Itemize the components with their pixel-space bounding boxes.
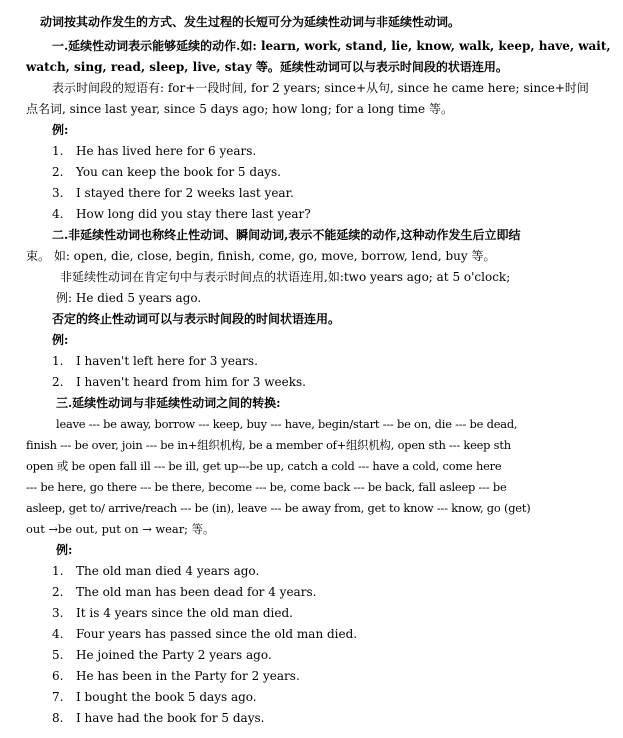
example-text: It is 4 years since the old man died. <box>76 606 293 620</box>
section3-conversion-line: leave --- be away, borrow --- keep, buy --- have, begin/start --- be on, die --- be dead, <box>56 417 518 431</box>
section3-example <box>52 668 300 684</box>
section3-conversion-line: open 或 be open fall ill --- be ill, get up---be up, catch a cold --- have a cold, come here <box>26 459 502 473</box>
section3-heading: 三.延续性动词与非延续性动词之间的转换: <box>56 396 281 410</box>
section2-example <box>52 374 306 390</box>
example-number: 4. <box>52 627 64 641</box>
section1-para2-line2: 点名词, since last year, since 5 days ago; how long; for a long time 等。 <box>26 102 453 116</box>
example-text: He has been in the Party for 2 years. <box>76 669 300 683</box>
example-number: 3. <box>52 186 64 200</box>
example-text: He joined the Party 2 years ago. <box>76 648 272 662</box>
example-text: I haven't heard from him for 3 weeks. <box>76 375 306 389</box>
example-number: 2. <box>52 375 64 389</box>
section1-para2-line1: 表示时间段的短语有: for+一段时间, for 2 years; since+从句, since he came here; since+时间 <box>52 81 589 95</box>
section3-example <box>52 584 316 600</box>
section2-para2: 非延续性动词在肯定句中与表示时间点的状语连用,如:two years ago; at 5 o'clock; <box>60 270 511 284</box>
example-text: I have had the book for 5 days. <box>76 711 265 725</box>
section3-conversion-line: --- be here, go there --- be there, become --- be, come back --- be back, fall asleep --- be <box>26 480 507 494</box>
section1-para1-line1: 一.延续性动词表示能够延续的动作.如: learn, work, stand, lie, know, walk, keep, have, wait, <box>52 39 611 53</box>
section2-para4: 否定的终止性动词可以与表示时间段的时间状语连用。 <box>52 312 341 326</box>
example-number: 2. <box>52 585 64 599</box>
section2-example <box>52 353 258 369</box>
section2-para1-line2: 束。 如: open, die, close, begin, finish, come, go, move, borrow, lend, buy 等。 <box>26 249 496 263</box>
section3-example <box>52 626 357 642</box>
example-number: 5. <box>52 648 64 662</box>
example-text: The old man has been dead for 4 years. <box>76 585 317 599</box>
example-number: 2. <box>52 165 64 179</box>
example-number: 1. <box>52 564 64 578</box>
section3-example-label: 例: <box>56 543 73 557</box>
section1-example <box>52 185 294 201</box>
section3-conversion-line: asleep, get to/ arrive/reach --- be (in), leave --- be away from, get to know --- know, go (get) <box>26 501 531 515</box>
example-number: 6. <box>52 669 64 683</box>
section3-example <box>52 563 259 579</box>
example-number: 1. <box>52 354 64 368</box>
example-text: He has lived here for 6 years. <box>76 144 257 158</box>
example-number: 8. <box>52 711 64 725</box>
document-title: 动词按其动作发生的方式、发生过程的长短可分为延续性动词与非延续性动词。 <box>40 15 461 29</box>
section1-example <box>52 206 311 222</box>
example-number: 3. <box>52 606 64 620</box>
section1-para1-line2: watch, sing, read, sleep, live, stay 等。延续性动词可以与表示时间段的状语连用。 <box>26 60 508 74</box>
section3-example <box>52 710 264 726</box>
example-text: I stayed there for 2 weeks last year. <box>76 186 294 200</box>
section1-example <box>52 143 256 159</box>
section1-example-label: 例: <box>52 123 69 137</box>
section2-para1-line1: 二.非延续性动词也称终止性动词、瞬间动词,表示不能延续的动作,这种动作发生后立即结 <box>52 228 521 242</box>
example-number: 4. <box>52 207 64 221</box>
example-text: I haven't left here for 3 years. <box>76 354 258 368</box>
example-text: You can keep the book for 5 days. <box>76 165 281 179</box>
example-number: 7. <box>52 690 64 704</box>
example-text: Four years has passed since the old man died. <box>76 627 358 641</box>
section3-example <box>52 605 293 621</box>
example-text: The old man died 4 years ago. <box>76 564 260 578</box>
section1-example <box>52 164 281 180</box>
section2-para3: 例: He died 5 years ago. <box>56 291 202 305</box>
example-text: I bought the book 5 days ago. <box>76 690 257 704</box>
section3-conversion-line: finish --- be over, join --- be in+组织机构, be a member of+组织机构, open sth --- keep sth <box>26 438 511 452</box>
section2-example-label: 例: <box>52 333 69 347</box>
section3-conversion-line: out →be out, put on → wear; 等。 <box>26 522 215 536</box>
section3-example <box>52 647 272 663</box>
example-text: How long did you stay there last year? <box>76 207 311 221</box>
example-number: 1. <box>52 144 64 158</box>
section3-example <box>52 689 257 705</box>
